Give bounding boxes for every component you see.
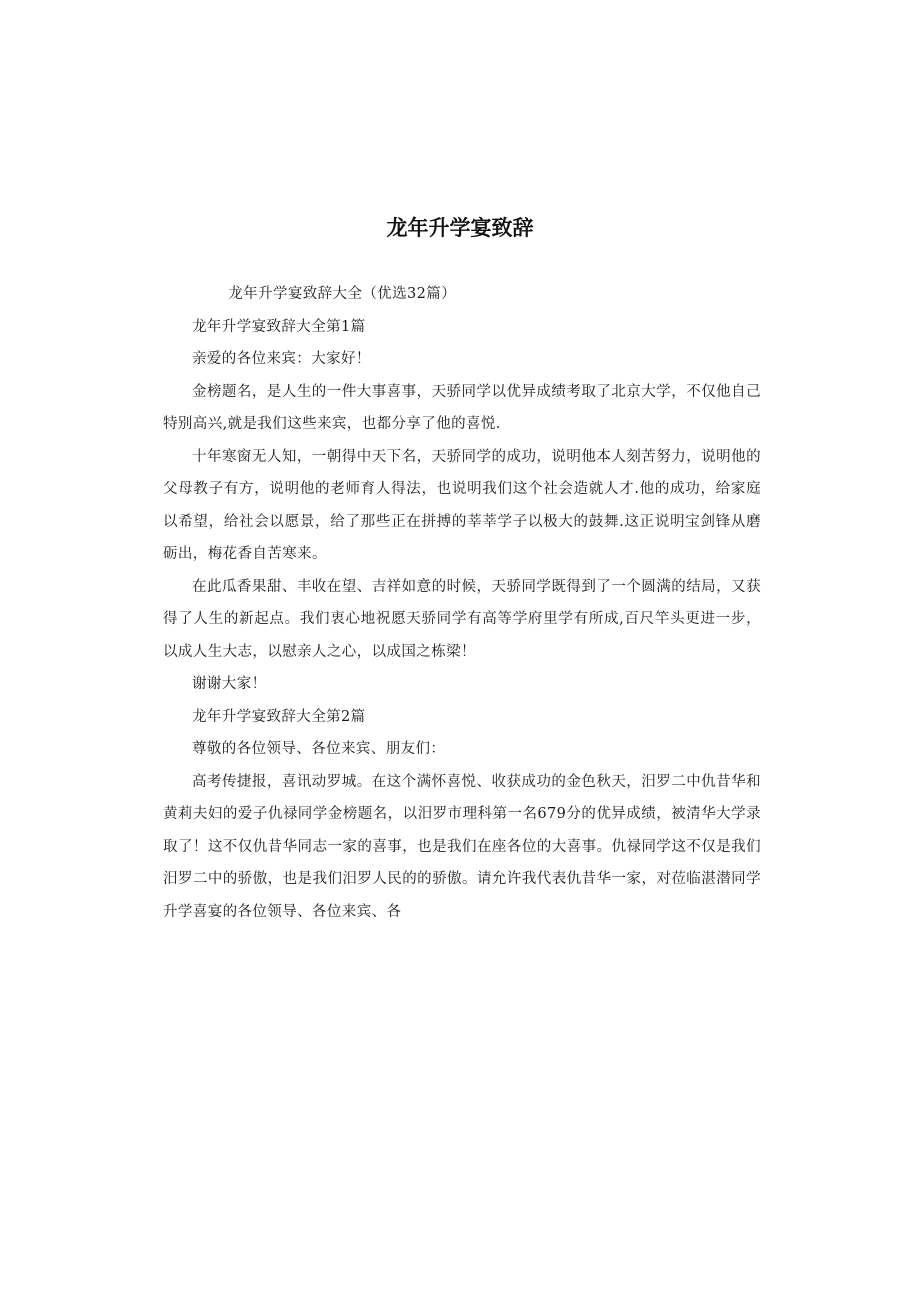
body-paragraph: 在此瓜香果甜、丰收在望、吉祥如意的时候，天骄同学既得到了一个圆满的结局，又获得了人生的新起点。我们衷心地祝愿天骄同学有高等学府里学有所成,百尺竿头更进一步，以成人生大志，以慰亲人之心，以成国之栋梁！: [163, 578, 761, 660]
section-heading-2: 龙年升学宴致辞大全第2篇: [192, 708, 366, 725]
greeting-paragraph: 尊敬的各位领导、各位来宾、朋友们：: [192, 741, 446, 757]
closing-paragraph: 谢谢大家！: [192, 676, 267, 692]
document-subtitle: 龙年升学宴致辞大全（优选32篇）: [228, 286, 457, 302]
greeting-paragraph: 亲爱的各位来宾：大家好！: [192, 351, 371, 367]
section-heading-1: 龙年升学宴致辞大全第1篇: [192, 318, 366, 335]
document-body: [163, 278, 761, 928]
body-paragraph: 高考传捷报，喜讯动罗城。在这个满怀喜悦、收获成功的金色秋天，汨罗二中仇昔华和黄莉夫妇的爱子仇禄同学金榜题名，以汨罗市理科第一名679分的优异成绩，被清华大学录取了！这不仅仇昔华同志一家的喜事，也是我们在座各位的大喜事。仇禄同学这不仅是我们汨罗二中的骄傲，也是我们汨罗人民的的骄傲。请允许我代表仇昔华一家，对莅临湛潜同学升学喜宴的各位领导、各位来宾、各: [163, 773, 761, 920]
body-paragraph: 金榜题名，是人生的一件大事喜事，天骄同学以优异成绩考取了北京大学，不仅他自己特别高兴,就是我们这些来宾，也都分享了他的喜悦.: [163, 383, 761, 432]
document-title: 龙年升学宴致辞: [386, 216, 534, 240]
body-paragraph: 十年寒窗无人知，一朝得中天下名，天骄同学的成功，说明他本人刻苦努力，说明他的父母教子有方，说明他的老师育人得法，也说明我们这个社会造就人才.他的成功，给家庭以希望，给社会以愿景，给了那些正在拼搏的莘莘学子以极大的鼓舞.这正说明宝剑锋从磨砺出，梅花香自苦寒来。: [163, 448, 761, 562]
